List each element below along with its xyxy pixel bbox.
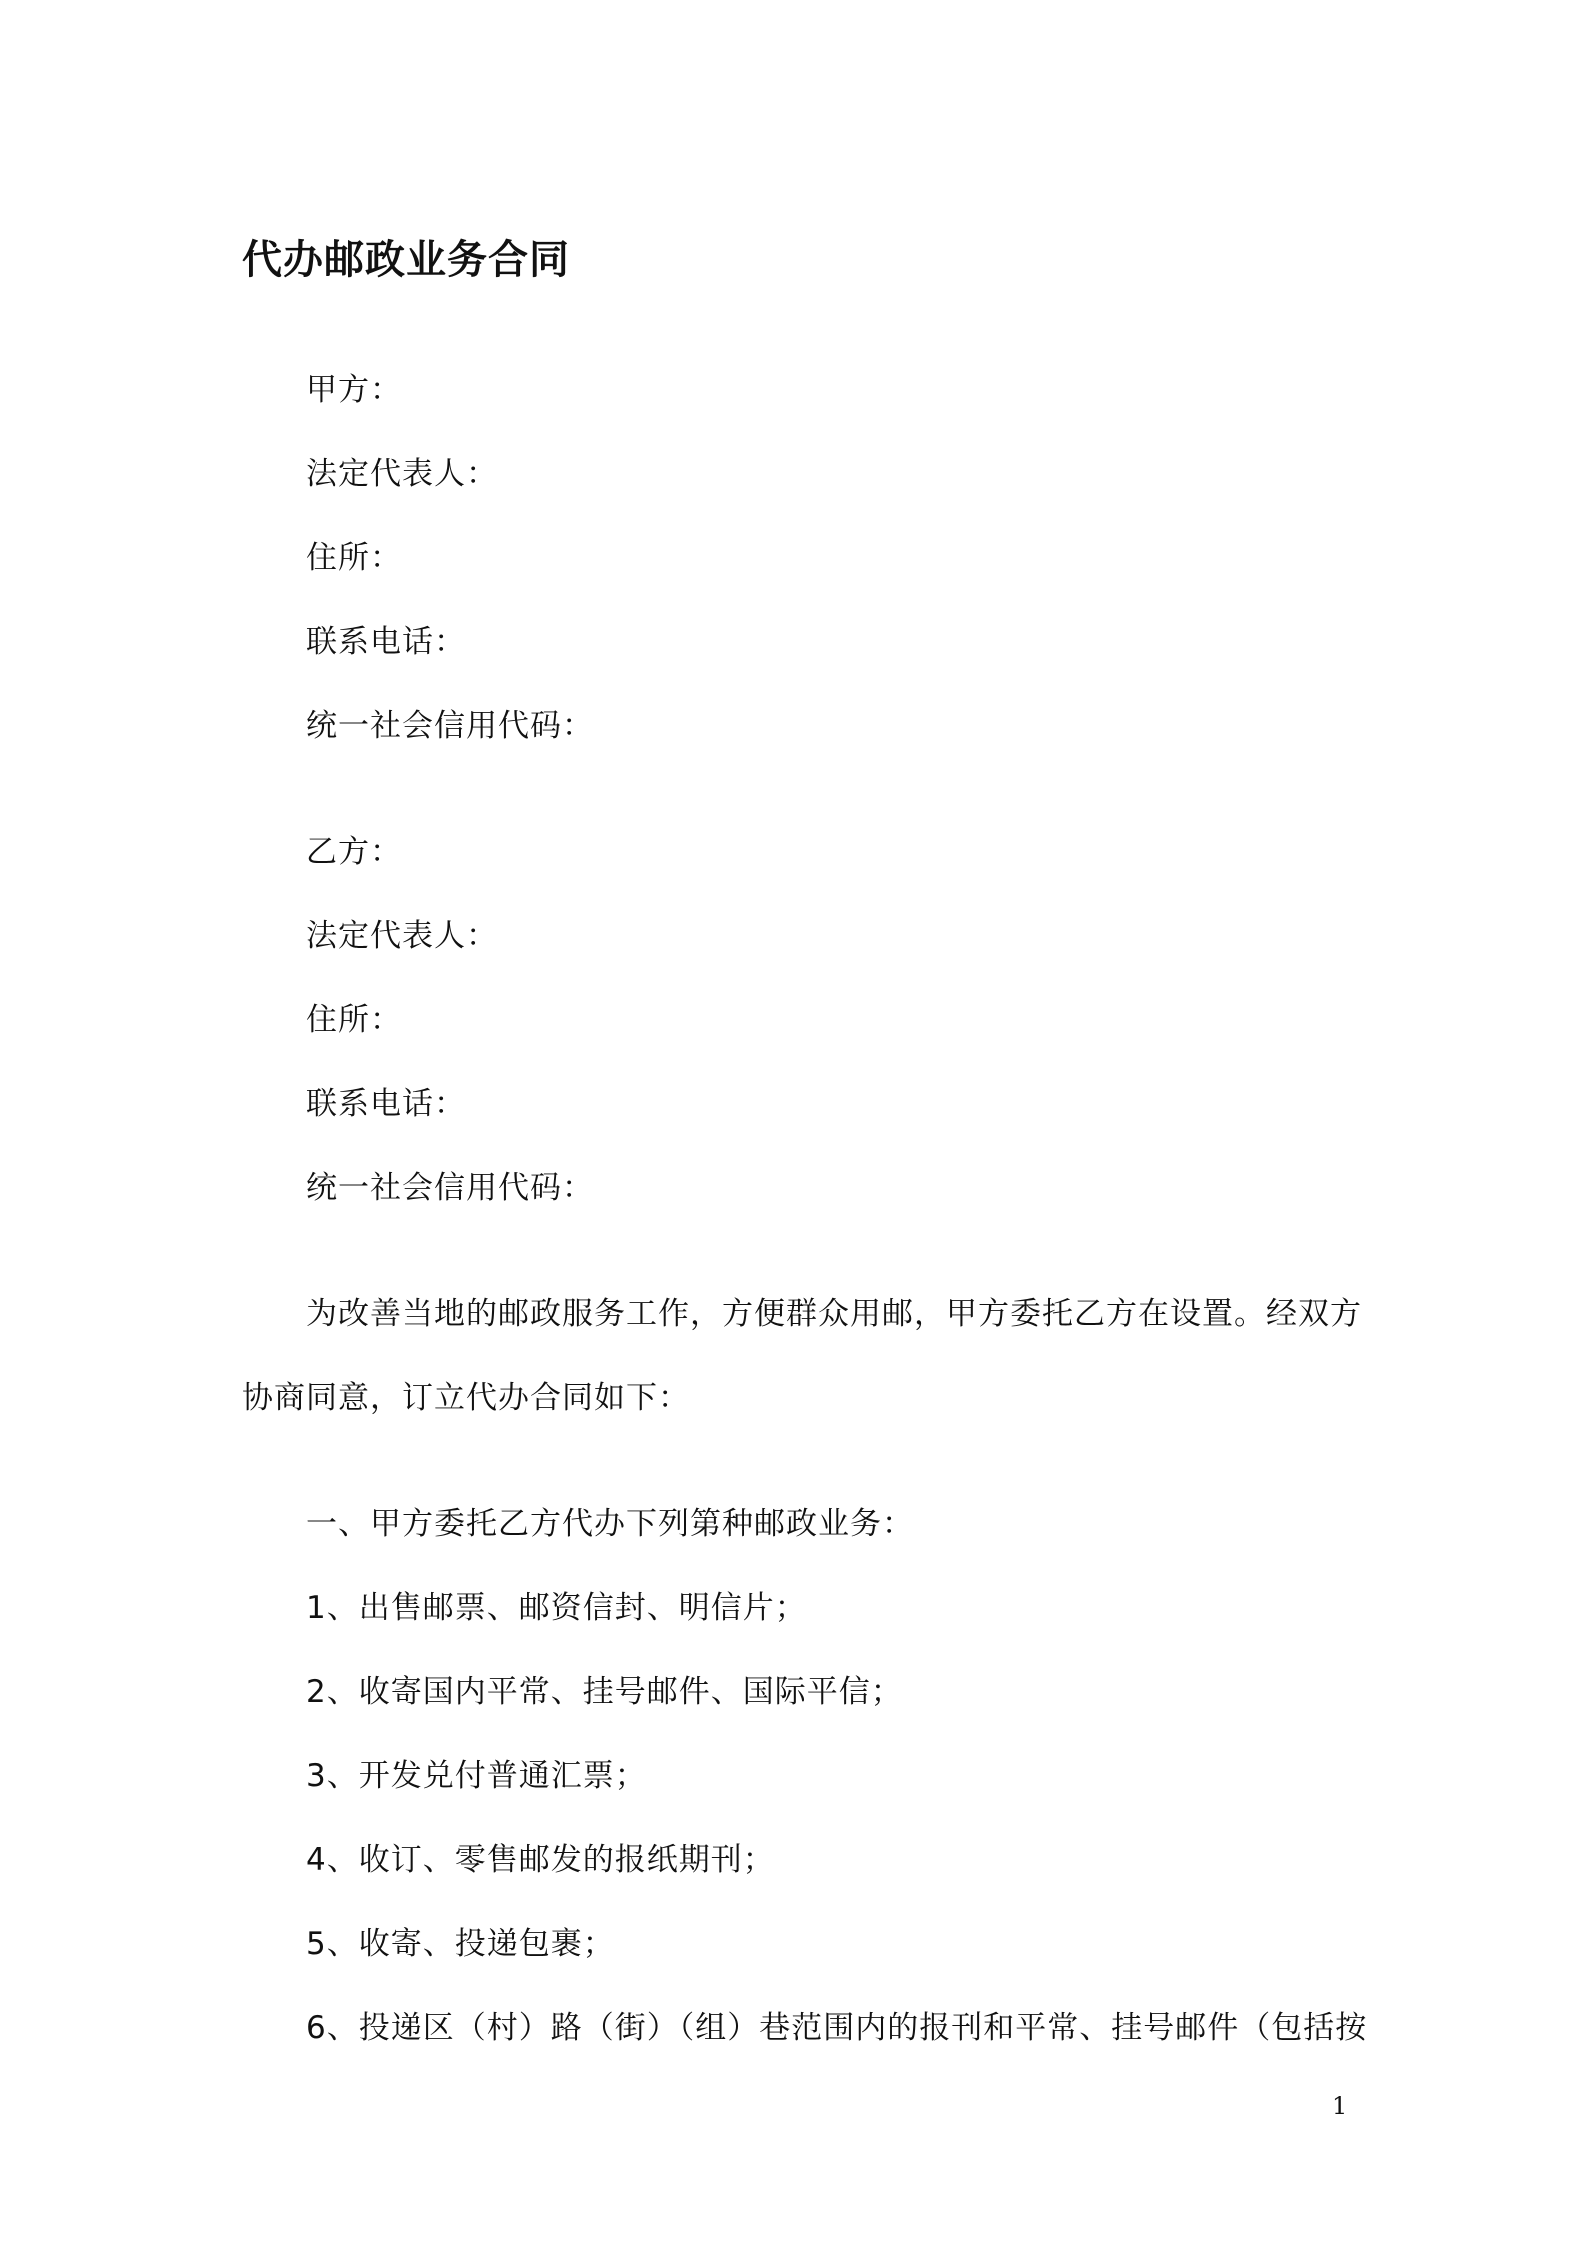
preamble-line-1: 为改善当地的邮政服务工作，方便群众用邮，甲方委托乙方在设置。经双方: [306, 1296, 1362, 1332]
list-item: 3、开发兑付普通汇票；: [306, 1758, 647, 1794]
list-item: 6、投递区（村）路（街）（组）巷范围内的报刊和平常、挂号邮件（包括按: [306, 2010, 1368, 2046]
party-b-address: 住所：: [306, 1002, 402, 1038]
page-number: 1: [1332, 2092, 1348, 2120]
document-title: 代办邮政业务合同: [242, 237, 570, 283]
party-b-credit-code: 统一社会信用代码：: [306, 1170, 594, 1206]
list-item: 5、收寄、投递包裹；: [306, 1926, 615, 1962]
party-a-label: 甲方：: [306, 372, 402, 408]
preamble-line-2: 协商同意，订立代办合同如下：: [242, 1380, 690, 1416]
party-b-legal-rep: 法定代表人：: [306, 918, 498, 954]
party-b-phone: 联系电话：: [306, 1086, 466, 1122]
party-b-label: 乙方：: [306, 834, 402, 870]
list-item: 1、出售邮票、邮资信封、明信片；: [306, 1590, 807, 1626]
list-item: 2、收寄国内平常、挂号邮件、国际平信；: [306, 1674, 903, 1710]
section-1-heading: 一、甲方委托乙方代办下列第种邮政业务：: [306, 1506, 914, 1542]
party-a-phone: 联系电话：: [306, 624, 466, 660]
party-a-address: 住所：: [306, 540, 402, 576]
list-item: 4、收订、零售邮发的报纸期刊；: [306, 1842, 775, 1878]
party-a-credit-code: 统一社会信用代码：: [306, 708, 594, 744]
party-a-legal-rep: 法定代表人：: [306, 456, 498, 492]
